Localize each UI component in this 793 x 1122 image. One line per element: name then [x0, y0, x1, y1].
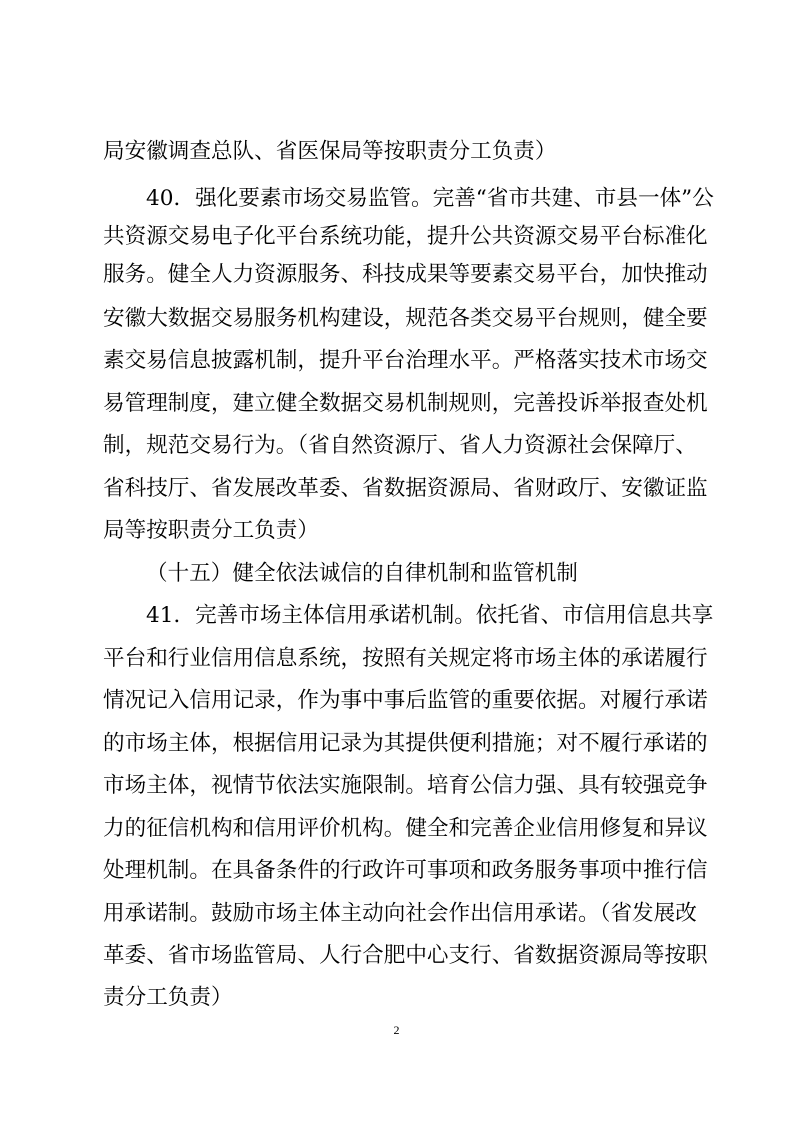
- text-line: 用承诺制。鼓励市场主体主动向社会作出信用承诺。（省发展改: [103, 901, 697, 926]
- text-line: 责分工负责）: [103, 985, 233, 1010]
- text-line: 力的征信机构和信用评价机构。健全和完善企业信用修复和异议: [103, 816, 708, 841]
- text-line: 服务。健全人力资源服务、科技成果等要素交易平台，加快推动: [103, 262, 708, 287]
- text-line: 省科技厅、省发展改革委、省数据资源局、省财政厅、安徽证监: [103, 476, 708, 501]
- text-line: 40．强化要素市场交易监管。完善“省市共建、市县一体”公: [146, 186, 714, 211]
- text-line: 局安徽调查总队、省医保局等按职责分工负责）: [103, 139, 557, 164]
- text-line: 易管理制度，建立健全数据交易机制规则，完善投诉举报查处机: [103, 391, 708, 416]
- text-line: 安徽大数据交易服务机构建设，规范各类交易平台规则，健全要: [103, 306, 708, 331]
- page-number: 2: [393, 1023, 400, 1037]
- text-line: 的市场主体，根据信用记录为其提供便利措施；对不履行承诺的: [103, 731, 708, 756]
- text-line: 素交易信息披露机制，提升平台治理水平。严格落实技术市场交: [103, 348, 708, 373]
- text-line: 革委、省市场监管局、人行合肥中心支行、省数据资源局等按职: [103, 943, 708, 968]
- text-line: 情况记入信用记录，作为事中事后监管的重要依据。对履行承诺: [103, 688, 708, 713]
- text-line: 平台和行业信用信息系统，按照有关规定将市场主体的承诺履行: [103, 646, 708, 671]
- text-line: 制，规范交易行为。（省自然资源厅、省人力资源社会保障厅、: [103, 433, 697, 458]
- text-line: 41．完善市场主体信用承诺机制。依托省、市信用信息共享: [146, 603, 714, 628]
- section-heading: （十五）健全依法诚信的自律机制和监管机制: [146, 561, 578, 586]
- text-line: 局等按职责分工负责）: [103, 518, 319, 543]
- text-line: 共资源交易电子化平台系统功能，提升公共资源交易平台标准化: [103, 224, 708, 249]
- text-line: 处理机制。在具备条件的行政许可事项和政务服务事项中推行信: [103, 858, 708, 883]
- text-line: 市场主体，视情节依法实施限制。培育公信力强、具有较强竞争: [103, 773, 708, 798]
